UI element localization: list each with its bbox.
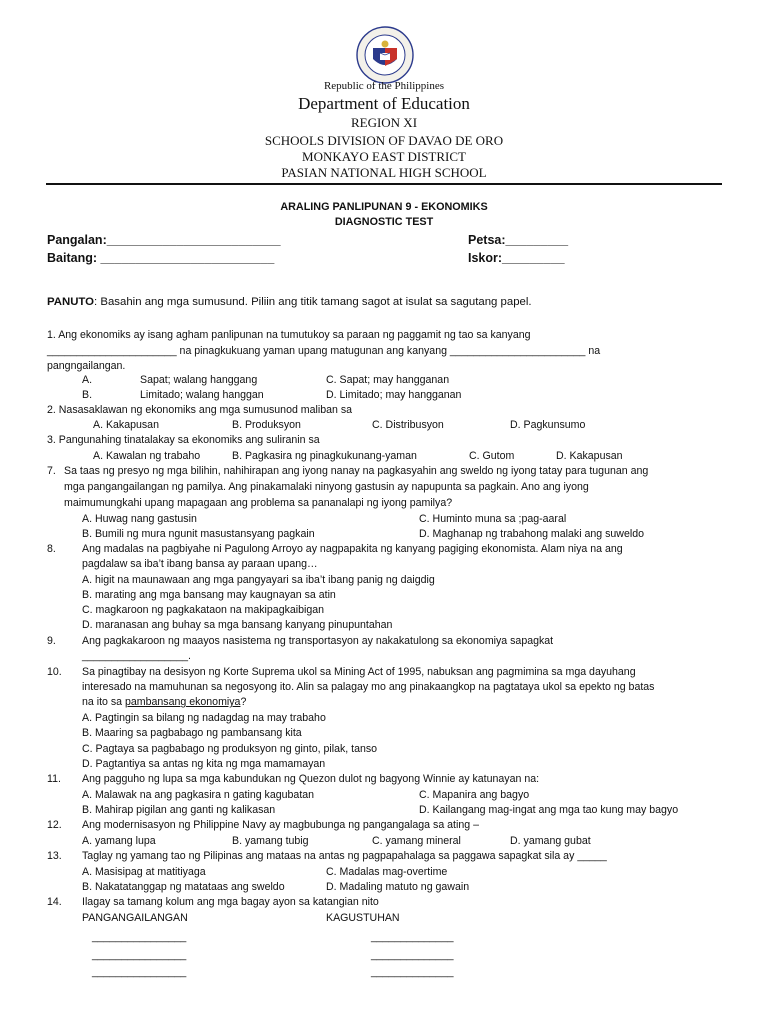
q12-option-b: B. yamang tubig [232,835,309,847]
q10-option-d: D. Pagtantiya sa antas ng kita ng mga mamamayan [82,758,326,770]
deped-seal-logo [356,26,414,84]
q2-option-c: C. Distribusyon [372,419,444,431]
q9-number: 9. [47,635,56,647]
q1-option-d: D. Limitado; may hangganan [326,389,462,401]
q9-line2: __________________. [82,650,191,662]
q13-number: 13. [47,850,62,862]
q14-blank-right: ______________ [371,966,454,978]
q12-option-d: D. yamang gubat [510,835,591,847]
q13-stem: Taglay ng yamang tao ng Pilipinas ang mataas na antas ng pagpapahalaga sa paggawa sapagkat sila ay _____ [82,850,607,862]
q1-option-c: C. Sapat; may hangganan [326,374,450,386]
test-type: DIAGNOSTIC TEST [334,216,434,228]
q13-option-c: C. Madalas mag-overtime [326,866,448,878]
q3-stem: 3. Pangunahing tinatalakay sa ekonomiks ang suliranin sa [47,434,320,446]
republic-line: Republic of the Philippines [323,80,445,92]
q7-option-a: A. Huwag nang gastusin [82,513,197,525]
q14-col-needs: PANGANGAILANGAN [82,912,188,924]
q2-stem: 2. Nasasaklawan ng ekonomiks ang mga sumusunod maliban sa [47,404,353,416]
q10-line2: interesado na mamuhunan sa negosyong ito. Alin sa palagay mo ang pinakaangkop na pagtataya ukol sa epekto ng batas [82,681,655,693]
q11-option-b: B. Mahirap pigilan ang ganti ng kalikasan [82,804,276,816]
header-divider [46,183,722,185]
instructions-label: PANUTO [47,296,95,308]
division-line: SCHOOLS DIVISION OF DAVAO DE ORO [264,133,504,148]
q3-option-a: A. Kawalan ng trabaho [93,450,201,462]
q14-stem: Ilagay sa tamang kolum ang mga bagay ayon sa katangian nito [82,896,379,908]
school-line: PASIAN NATIONAL HIGH SCHOOL [281,165,487,180]
q10-line1: Sa pinagtibay na desisyon ng Korte Suprema ukol sa Mining Act of 1995, nabuksan ang pagmimina sa mga dayuhang [82,666,636,678]
q8-option-a: A. higit na maunawaan ang mga pangyayari sa iba’t ibang panig ng daigdig [82,574,435,586]
instructions-text: : Basahin ang mga sumusund. Piliin ang titik tamang sagot at isulat sa sagutang papel. [94,296,532,308]
q12-stem: Ang modernisasyon ng Philippine Navy ay magbubunga ng pangangalaga sa ating – [82,819,479,831]
name-field: Pangalan:_________________________ [47,233,281,247]
q1-option-b: Limitado; walang hanggan [140,389,264,401]
q3-option-b: B. Pagkasira ng pinagkukunang-yaman [232,450,417,462]
q14-blank-right: ______________ [371,931,454,943]
q7-line2: mga pangangailangan ng pamilya. Ang pinakamalaki ninyong gastusin ay napupunta sa pagkain. Ano ang iyong [64,481,589,493]
region-line: REGION XI [350,115,418,130]
grade-field: Baitang: _________________________ [47,251,275,265]
q14-blank-right: ______________ [371,949,454,961]
q1-line3: pangngailangan. [47,360,126,372]
q1-a-letter: A. [82,374,93,386]
q2-option-d: D. Pagkunsumo [510,419,586,431]
date-field: Petsa:_________ [468,233,569,247]
q14-blank-left: ________________ [92,966,187,978]
q14-number: 14. [47,896,62,908]
q14-col-wants: KAGUSTUHAN [326,912,400,924]
q10-question-mark: ? [240,696,247,708]
q11-option-d: D. Kailangang mag-ingat ang mga tao kung may bagyo [419,804,679,816]
test-subject: ARALING PANLIPUNAN 9 - EKONOMIKS [280,201,488,213]
q11-option-a: A. Malawak na ang pagkasira n gating kagubatan [82,789,315,801]
q8-line1: Ang madalas na pagbiyahe ni Pagulong Arroyo ay nagpapakita ng kanyang pagiging ekonomista. Alam niya na ang [82,543,623,555]
q10-option-b: B. Maaring sa pagbabago ng pambansang kita [82,727,302,739]
q8-option-d: D. maranasan ang buhay sa mga bansang kanyang pinupuntahan [82,619,393,631]
department-title: Department of Education [298,94,470,113]
q2-option-a: A. Kakapusan [93,419,159,431]
instructions [47,296,532,308]
q7-line3: maimumungkahi upang mapagaan ang problema sa pananalapi ng iyong pamilya? [64,497,453,509]
q1-line2: ______________________ na pinagkukuang yaman upang matugunan ang kanyang _______________________ na [47,345,601,357]
q8-option-b: B. marating ang mga bansang may kaugnayan sa atin [82,589,336,601]
q1-b-letter: B. [82,389,93,401]
q10-option-a: A. Pagtingin sa bilang ng nadagdag na may trabaho [82,712,326,724]
q10-line3-text: na ito sa [82,696,125,708]
q11-stem: Ang pagguho ng lupa sa mga kabundukan ng Quezon dulot ng bagyong Winnie ay katunayan na: [82,773,540,785]
q2-option-b: B. Produksyon [232,419,301,431]
q10-underlined-term: pambansang ekonomiya [125,696,241,708]
q14-blank-left: ________________ [92,931,187,943]
q1-option-a: Sapat; walang hanggang [140,374,258,386]
q10-line3 [82,696,246,708]
q8-option-c: C. magkaroon ng pagkakataon na makipagkaibigan [82,604,325,616]
q7-option-c: C. Huminto muna sa ;pag-aaral [419,513,567,525]
q8-number: 8. [47,543,56,555]
score-field: Iskor:_________ [468,251,565,265]
q7-line1: Sa taas ng presyo ng mga bilihin, nahihirapan ang iyong nanay na pagkasyahin ang sweldo ng iyong tatay para tugunan ang [64,465,649,477]
q14-blank-left: ________________ [92,949,187,961]
q12-option-c: C. yamang mineral [372,835,461,847]
q11-number: 11. [47,773,61,785]
q3-option-d: D. Kakapusan [556,450,623,462]
q7-option-b: B. Bumili ng mura ngunit masustansyang pagkain [82,528,315,540]
q10-option-c: C. Pagtaya sa pagbabago ng produksyon ng ginto, pilak, tanso [82,743,378,755]
q11-option-c: C. Mapanira ang bagyo [419,789,530,801]
q13-option-a: A. Masisipag at matitiyaga [82,866,206,878]
q3-option-c: C. Gutom [469,450,515,462]
q9-line1: Ang pagkakaroon ng maayos nasistema ng transportasyon ay nakakatulong sa ekonomiya sapagkat [82,635,554,647]
q12-number: 12. [47,819,62,831]
q8-line2: pagdalaw sa iba’t ibang bansa ay paraan upang… [82,558,318,570]
q13-option-d: D. Madaling matuto ng gawain [326,881,470,893]
q12-option-a: A. yamang lupa [82,835,156,847]
q7-number: 7. [47,465,56,477]
q7-option-d: D. Maghanap ng trabahong malaki ang suweldo [419,528,644,540]
q13-option-b: B. Nakatatanggap ng matataas ang sweldo [82,881,285,893]
q10-number: 10. [47,666,62,678]
q1-line1: 1. Ang ekonomiks ay isang agham panlipunan na tumutukoy sa paraan ng paggamit ng tao sa kanyang [47,329,531,341]
district-line: MONKAYO EAST DISTRICT [302,149,466,164]
